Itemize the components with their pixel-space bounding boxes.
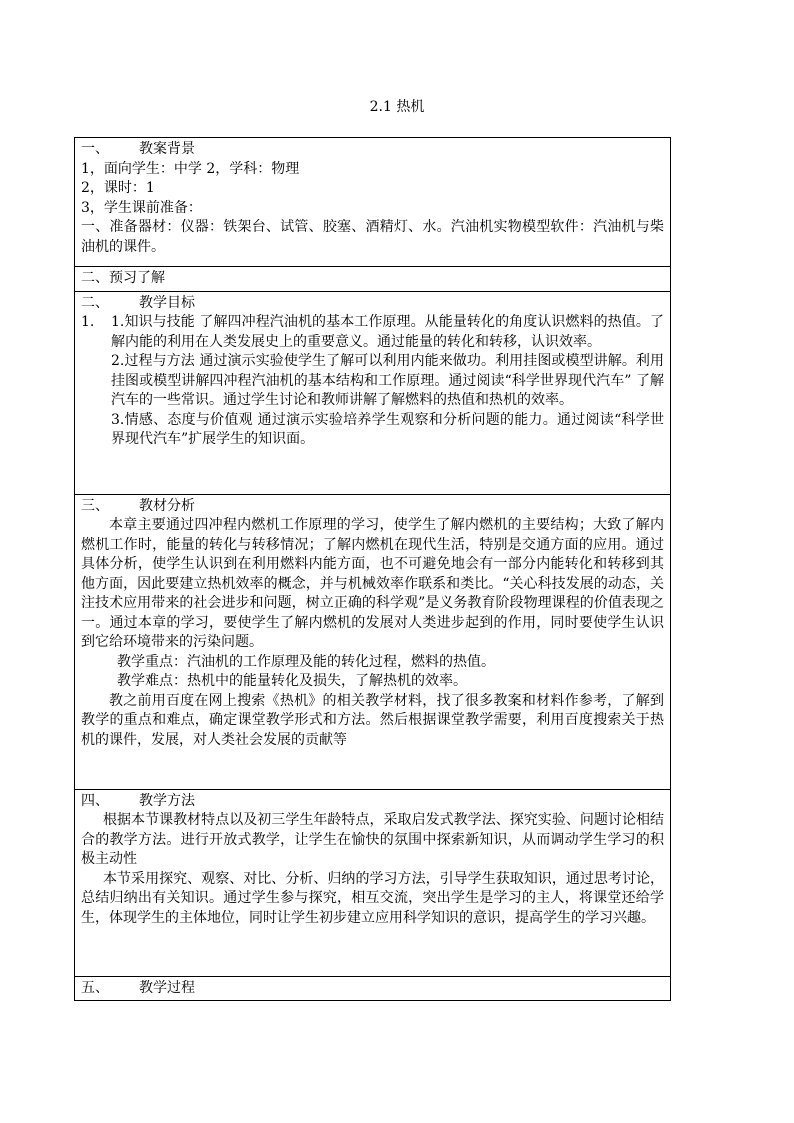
section-heading-methods — [81, 792, 664, 812]
methods-paragraph-1: 根据本节课教材特点以及初三学生年龄特点，采取启发式教学法、探究实验、问题讨论相结合的教学方法。进行开放式教学，让学生在愉快的氛围中探索新知识，从而调动学生学习的积极主动性 — [81, 812, 664, 867]
list-marker: 1. — [81, 314, 95, 330]
objective-attitude: 3.情感、态度与价值观 通过演示实验培养学生观察和分析问题的能力。通过阅读“科学世界现代汽车”扩展学生的知识面。 — [111, 411, 664, 447]
materials-text: 一、准备器材：仪器：铁架台、试管、胶塞、酒精灯、水。汽油机实物模型软件：汽油机与柴油机的课件。 — [81, 219, 664, 255]
heading-number: 五、 — [81, 979, 109, 996]
heading-number: 四、 — [81, 792, 109, 809]
heading-text: 教学过程 — [139, 979, 195, 996]
audience-line: 1，面向学生：中学 2，学科：物理 — [81, 160, 300, 177]
objectives-list — [81, 313, 664, 450]
page-title: 2.1 热机 — [369, 99, 425, 115]
key-point-text: 教学重点：汽油机的工作原理及能的转化过程，燃料的热值。 — [117, 653, 495, 670]
section-heading-process — [81, 979, 664, 999]
section-heading-analysis — [81, 497, 664, 517]
heading-number: 三、 — [81, 497, 109, 514]
table-row-background — [75, 138, 671, 267]
heading-text: 教案背景 — [139, 141, 195, 157]
table-row-process — [75, 976, 671, 1001]
cell-methods — [75, 789, 671, 976]
lesson-plan-table — [74, 137, 671, 1001]
heading-number: 二、 — [81, 294, 109, 311]
student-prep-line: 3，学生课前准备： — [81, 199, 202, 216]
heading-text: 教学目标 — [139, 294, 195, 311]
table-row-analysis — [75, 494, 671, 789]
preview-heading: 二、预习了解 — [81, 270, 165, 286]
table-row-preview — [75, 267, 671, 292]
objective-knowledge: 1.知识与技能 了解四冲程汽油机的基本工作原理。从能量转化的角度认识燃料的热值。了解内能的利用在人类发展史上的重要意义。通过能量的转化和转移，认识效率。 — [111, 314, 664, 350]
section-heading-background — [81, 140, 664, 160]
section-heading-objectives — [81, 294, 664, 314]
heading-text: 教材分析 — [139, 497, 195, 514]
cell-preview — [75, 267, 671, 292]
cell-objectives — [75, 291, 671, 494]
objective-process: 2.过程与方法 通过演示实验使学生了解可以利用内能来做功。利用挂图或模型讲解。利用挂图或模型讲解四冲程汽油机的基本结构和工作原理。通过阅读“科学世界现代汽车” 了解汽车的一些常识。通过学生讨论和教师讲解了解燃料的热值和热机的效率。 — [111, 353, 664, 408]
table-row-objectives — [75, 291, 671, 494]
cell-process — [75, 976, 671, 1001]
methods-paragraph-2: 本节采用探究、观察、对比、分析、归纳的学习方法，引导学生获取知识，通过思考讨论，总结归纳出有关知识。通过学生参与探究，相互交流，突出学生是学习的主人，将课堂还给学生，体现学生的主体地位，同时让学生初步建立应用科学知识的意识，提高学生的学习兴趣。 — [81, 870, 664, 926]
class-hours-line: 2，课时：1 — [81, 180, 155, 196]
preparation-paragraph: 教之前用百度在网上搜索《热机》的相关教学材料，找了很多教案和材料作参考，了解到教学的重点和难点，确定课堂教学形式和方法。然后根据课堂教学需要，利用百度搜索关于热机的课件，发展，对人类社会发展的贡献等 — [81, 692, 664, 748]
table-row-methods — [75, 789, 671, 976]
difficulty-text: 教学难点：热机中的能量转化及损失，了解热机的效率。 — [117, 673, 467, 689]
heading-text: 教学方法 — [139, 792, 195, 809]
cell-analysis — [75, 494, 671, 789]
analysis-paragraph: 本章主要通过四冲程内燃机工作原理的学习，使学生了解内燃机的主要结构；大致了解内燃机工作时，能量的转化与转移情况；了解内燃机在现代生活，特别是交通方面的应用。通过具体分析，使学生认识到在利用燃料内能方面，也不可避免地会有一部分内能转化和转移到其他方面，因此要建立热机效率的概念，并与机械效率作联系和类比。“关心科技发展的动态，关注技术应用带来的社会进步和问题，树立正确的科学观”是义务教育阶段物理课程的价值表现之一。通过本章的学习，要使学生了解内燃机的发展对人类进步起到的作用，同时要使学生认识到它给环境带来的污染问题。 — [81, 517, 664, 650]
heading-number: 一、 — [81, 141, 109, 157]
cell-background — [75, 138, 671, 267]
